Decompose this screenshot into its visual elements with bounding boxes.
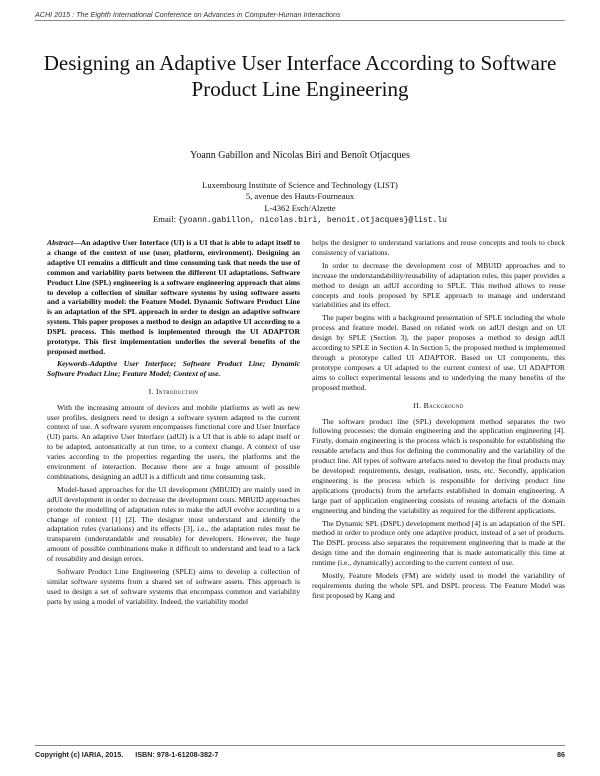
paper-title: Designing an Adaptive User Interface According to Software Product Line Engineering — [43, 51, 557, 101]
intro-continuation: helps the designer to understand variations and reuse concepts and tools to check consistency of variations. — [312, 238, 565, 257]
page-number: 86 — [557, 750, 565, 759]
email-label: Email: — [153, 214, 179, 225]
right-column — [312, 238, 565, 604]
footer-isbn: ISBN: 978-1-61208-382-7 — [135, 750, 219, 759]
background-paragraph: The software product line (SPL) development method separates the two following processes: the domain engineering and the application engineering [4]. Firstly, domain engineering is the process which is responsible for establishing the reusable artefacts and thus for defining the commonality and the variability of the product line. All types of software artefacts need to develop the final products may be developed: requirements, design, realisation, tests, etc. Secondly, application engineering is the process which is responsible for deriving product line applications (products) from the artefacts established in domain engineering. A large part of application engineering consists of reusing artefacts of the domain engineering and binding the variability as required for the different applications. — [312, 416, 565, 515]
keywords: Keywords-Adaptive User Interface; Software Product Line; Dynamic Software Product Line; Feature Model; Context of use. — [47, 358, 300, 378]
intro-paragraph: Model-based approaches for the UI development (MBUID) are mainly used in adUI development in order to decrease the development costs. MBUID approaches promote the modelling of adaptation rules to make the adUI evolve according to a change of context [1] [2]. The designer must understand and identify the adaptation rules (variations) and its effects [3], i.e., the adaptation rules must be transparent (understandable and reusable) for developers. However, the huge amount of possible combinations make it difficult to understand and lead to a lack of reusability and design errors. — [47, 484, 300, 564]
email-address[interactable]: {yoann.gabillon, nicolas.biri, benoit.otjacques}@list.lu — [178, 216, 447, 226]
affiliation-email-line — [0, 214, 600, 226]
footer-left — [35, 750, 230, 759]
running-head: ACHI 2015 : The Eighth International Conference on Advances in Computer-Human Interactions — [35, 10, 341, 19]
header-rule — [35, 20, 565, 21]
intro-paragraph: With the increasing amount of devices and mobile platforms as well as new user profiles, designers need to design a software system adapted to the current context of use. A software system encompasses functional core and User Interface (UI) parts. An adaptive User Interface (adUI) is a UI that is able to adapt itself or to be adapted, automatically at run time, to a context change. A context of use varies according to the properties regarding the users, the platforms and the environment of interaction. Because there are a huge amount of possible combinations, designing an adUI is a difficult and time consuming task. — [47, 402, 300, 481]
background-paragraph: The Dynamic SPL (DSPL) development method [4] is an adaptation of the SPL method in order to produce only one adaptive product, instead of a set of products. The DSPL process also separates the requirement engineering that is made at the design time and the domain engineering that is made automatically this time at runtime (i.e., dynamically) according to the current context of use. — [312, 518, 565, 568]
abstract-lead: Abstract — [47, 238, 74, 247]
intro-paragraph: The paper begins with a background presentation of SPLE including the whole process and feature model. Based on related work on adUI design and on UI design by SPLE (Section 3), the paper proposes a method to design adUI according to SPLE in Section 4. In Section 5, the proposed method is implemented through a prototype called UI ADAPTOR. Based on UI components, this prototype composes a UI adapted to the current context of use. UI ADAPTOR aims to collect experimental lessons and to underlying the many benefits of the proposed method. — [312, 313, 565, 392]
section-heading-background: II. Background — [413, 400, 464, 410]
intro-paragraph: Software Product Line Engineering (SPLE) aims to develop a collection of similar software systems from a shared set of software assets. This approach is used to design a set of software systems that encompass common and variability parts by using a model of variability. Indeed, the variability model — [47, 567, 300, 606]
background-paragraph: Mostly, Feature Models (FM) are widely used to model the variability of requirements during the whole SPL and DSPL process. The Feature Model was first proposed by Kang and — [312, 571, 565, 600]
affiliation-city: L-4362 Esch/Alzette — [264, 202, 336, 213]
abstract — [47, 238, 300, 357]
abstract-text: —An adaptive User Interface (UI) is a UI that is able to adapt itself to a change of the context of use (user, platform, environment). Designing an adaptive UI remains a difficult and time consuming task that needs the use of common and variability parts between the different UI adaptations. Software Product Line (SPL) engineering is a software engineering approach that aims to develop a collection of similar software systems by using software assets and a variability model: the Feature Model. Dynamic Software Product Line is an adaptation of the SPL approach in order to design an adaptive software system. This paper proposes a method to design an adaptive UI according to a DSPL process. This method is implemented through the UI ADAPTOR prototype. This first implementation underlies the several benefits of the proposed method. — [47, 238, 300, 356]
intro-paragraph: In order to decrease the development cost of MBUID approaches and to increase the understandability/reusability of adaptation rules, this paper provides a method to design an adUI according to SPLE. This method allows to reuse concepts and tools proposed by SPLE approach to manage and understand variabilities and its effect. — [312, 260, 565, 310]
authors: Yoann Gabillon and Nicolas Biri and Benoît Otjacques — [190, 150, 410, 161]
left-column — [47, 238, 300, 610]
section-heading-introduction: I. Introduction — [148, 386, 199, 396]
affiliation-block — [0, 180, 600, 227]
affiliation-institute: Luxembourg Institute of Science and Technology (LIST) — [202, 180, 398, 190]
footer-copyright: Copyright (c) IARIA, 2015. — [35, 750, 124, 759]
affiliation-street: 5, avenue des Hauts-Fourneaux — [245, 191, 355, 202]
page-footer — [35, 745, 565, 759]
